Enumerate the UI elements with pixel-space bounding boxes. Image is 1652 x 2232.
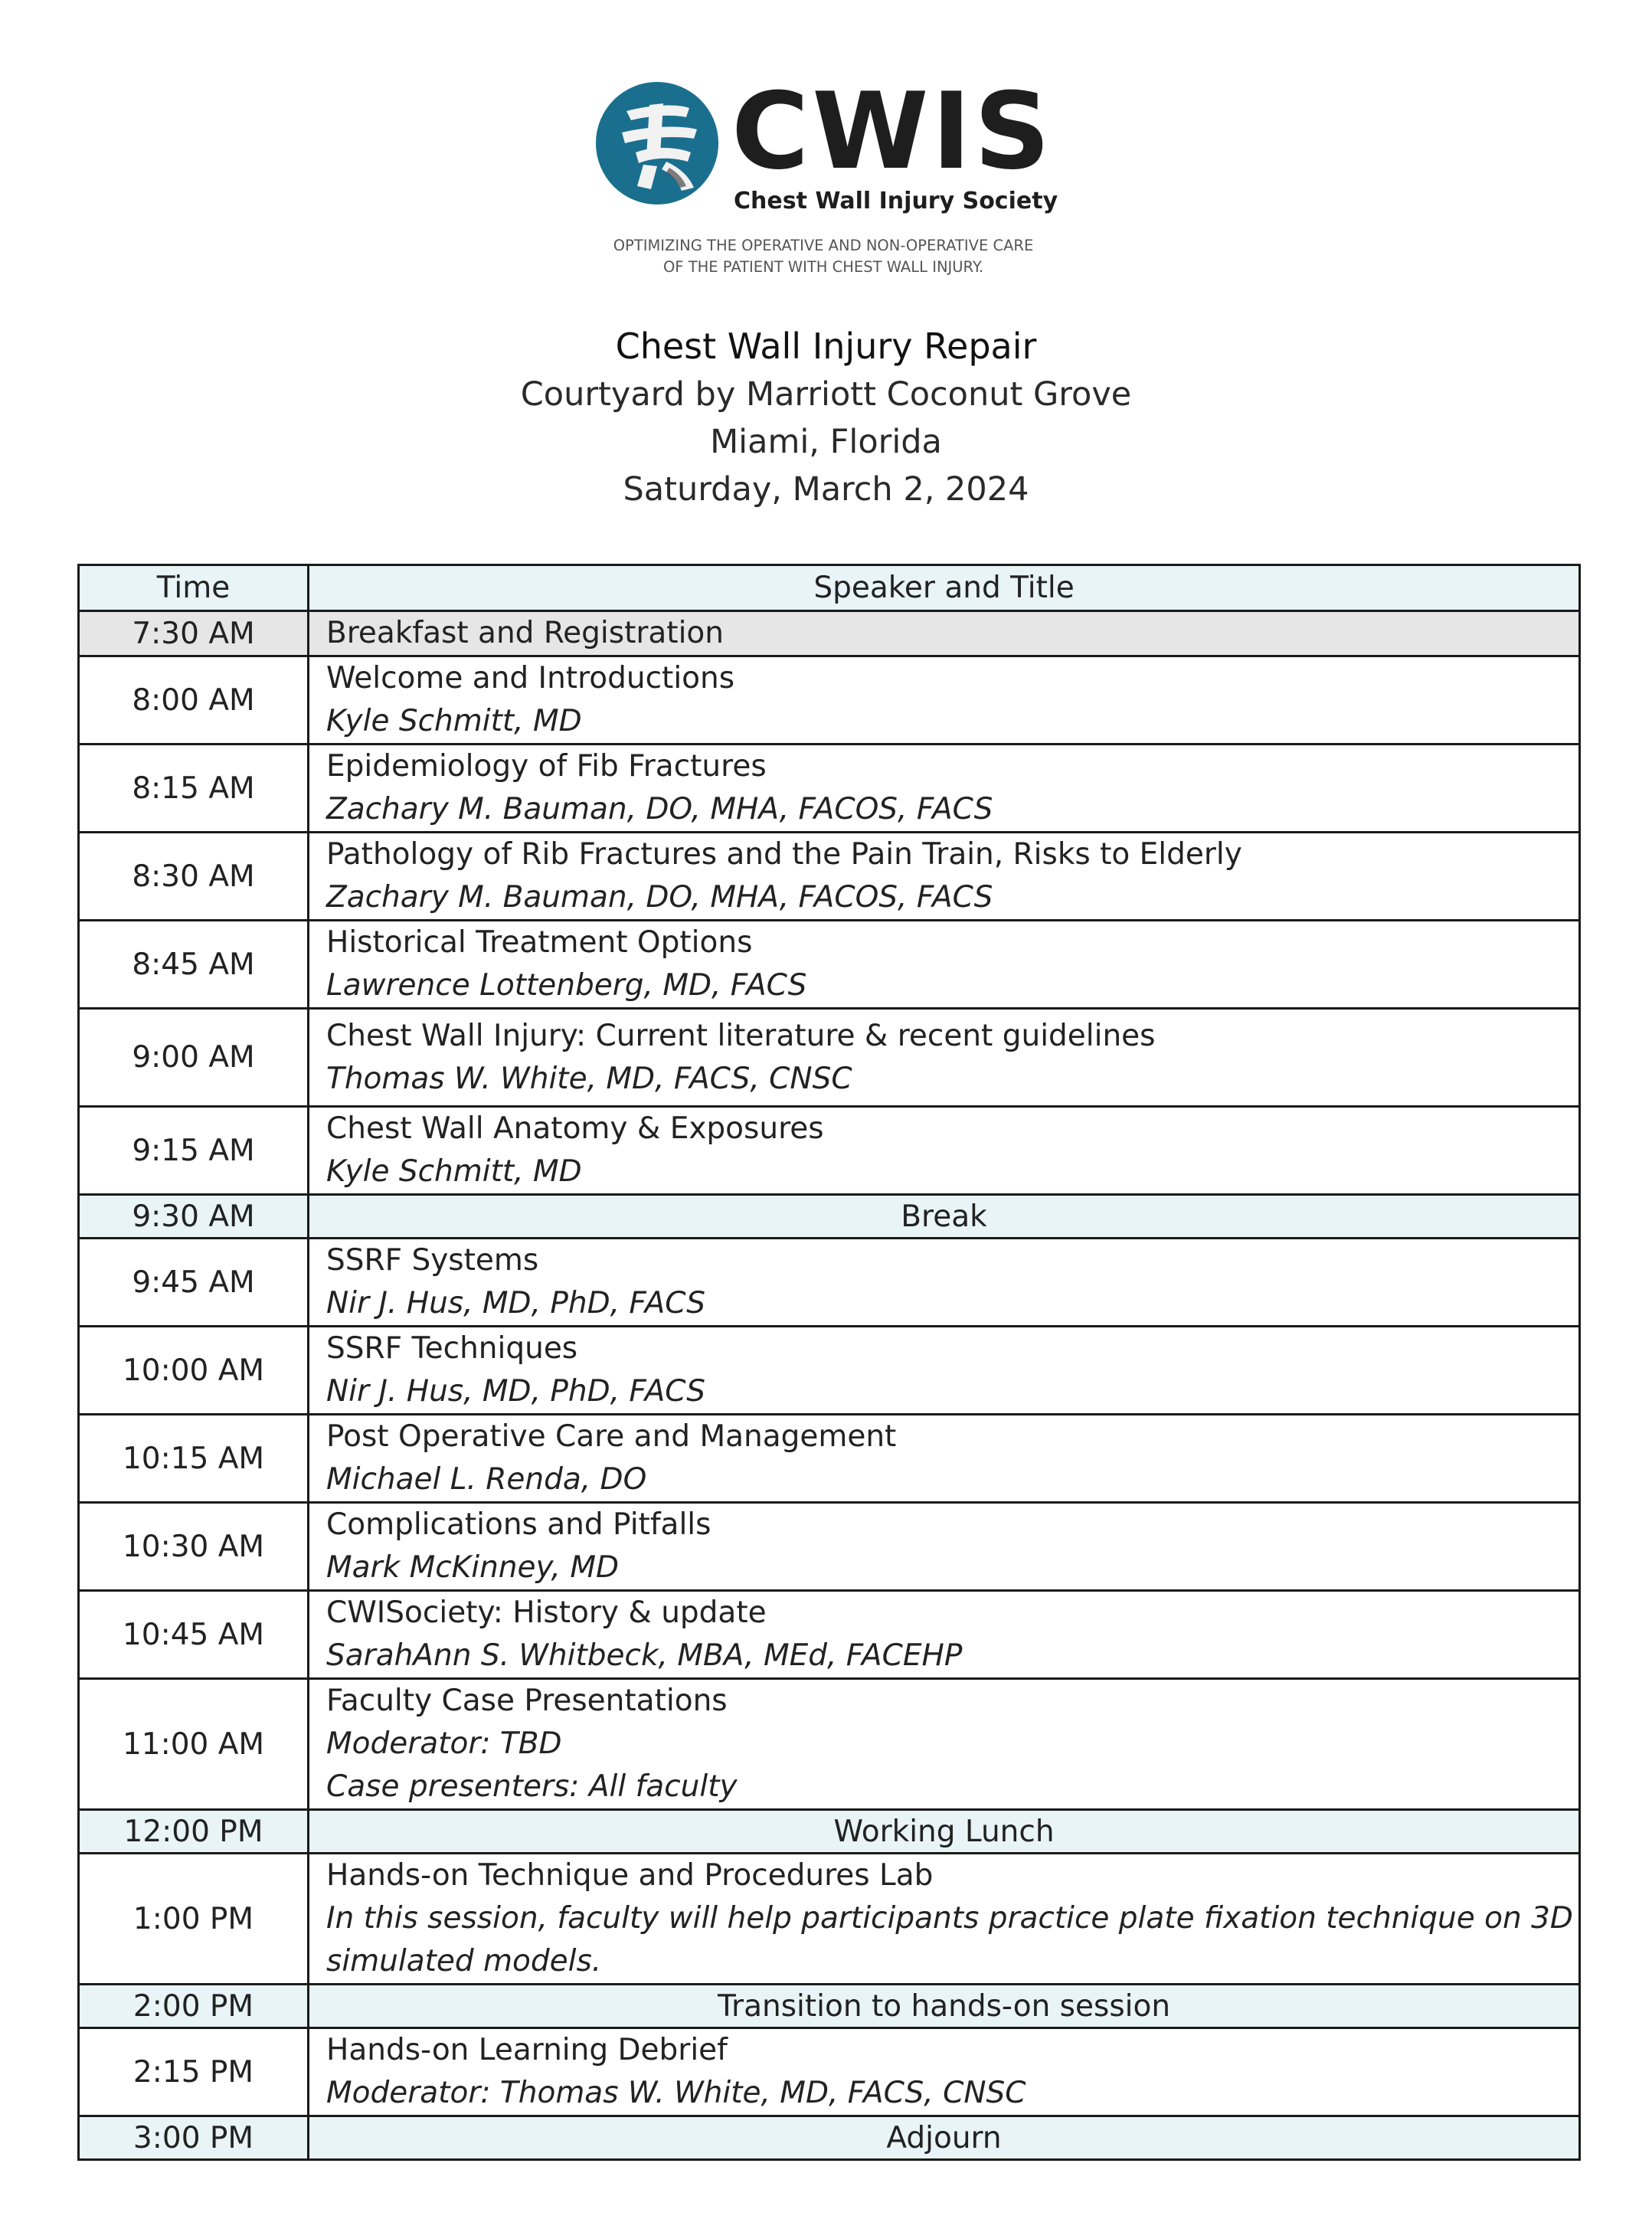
agenda-time: 2:00 PM	[79, 1985, 309, 2028]
session-title: Welcome and Introductions	[326, 661, 735, 695]
session-speaker: Lawrence Lottenberg, MD, FACS	[326, 968, 807, 1003]
agenda-time: 8:30 AM	[79, 833, 309, 921]
agenda-time: 8:45 AM	[79, 921, 309, 1009]
agenda-time: 10:15 AM	[79, 1415, 309, 1503]
session-speaker: Thomas W. White, MD, FACS, CNSC	[326, 1061, 852, 1096]
agenda-session	[309, 656, 1580, 745]
agenda-time: 9:15 AM	[79, 1107, 309, 1195]
session-title: Pathology of Rib Fractures and the Pain Train, Risks to Elderly	[326, 837, 1242, 872]
event-city: Miami, Florida	[710, 423, 942, 461]
agenda-header-row	[79, 565, 1580, 611]
agenda-time: 9:00 AM	[79, 1009, 309, 1107]
agenda-session	[309, 921, 1580, 1009]
session-title: Faculty Case Presentations	[326, 1684, 728, 1718]
logo-tagline	[590, 235, 1057, 278]
agenda-session	[309, 1503, 1580, 1591]
agenda-time: 8:15 AM	[79, 745, 309, 833]
session-moderator: Moderator: Thomas W. White, MD, FACS, CNSC	[326, 2076, 1026, 2110]
session-title: SSRF Systems	[326, 1243, 539, 1278]
agenda-session	[309, 1107, 1580, 1195]
session-title: Epidemiology of Fib Fractures	[326, 749, 767, 784]
cwis-logo	[590, 70, 1065, 287]
agenda-row	[79, 1195, 1580, 1239]
session-title: Breakfast and Registration	[326, 616, 724, 650]
brush-character-emblem-icon	[596, 82, 718, 205]
agenda-row	[79, 1854, 1580, 1985]
agenda-session	[309, 1854, 1580, 1985]
session-speaker: SarahAnn S. Whitbeck, MBA, MEd, FACEHP	[326, 1638, 963, 1673]
session-title: Hands-on Learning Debrief	[326, 2033, 728, 2067]
agenda-row	[79, 833, 1580, 921]
session-title: Working Lunch	[309, 1810, 1580, 1854]
agenda-time: 12:00 PM	[79, 1810, 309, 1854]
agenda-session	[309, 1239, 1580, 1327]
session-title: Chest Wall Injury: Current literature & recent guidelines	[326, 1018, 1156, 1053]
agenda-time: 2:15 PM	[79, 2028, 309, 2116]
logo-tagline-line-2: OF THE PATIENT WITH CHEST WALL INJURY.	[662, 258, 984, 276]
agenda-row	[79, 1009, 1580, 1107]
column-header-speaker-title: Speaker and Title	[309, 565, 1580, 611]
agenda-time: 11:00 AM	[79, 1679, 309, 1810]
agenda-row	[79, 611, 1580, 656]
agenda-session	[309, 1679, 1580, 1810]
session-title: Hands-on Technique and Procedures Lab	[326, 1858, 934, 1893]
session-title: Complications and Pitfalls	[326, 1507, 712, 1542]
agenda-session	[309, 833, 1580, 921]
session-speaker: Kyle Schmitt, MD	[326, 1154, 582, 1189]
agenda-session	[309, 1009, 1580, 1107]
agenda-time: 10:45 AM	[79, 1591, 309, 1679]
agenda-time: 9:45 AM	[79, 1239, 309, 1327]
agenda-time: 9:30 AM	[79, 1195, 309, 1239]
event-title: Chest Wall Injury Repair	[615, 326, 1037, 367]
session-speaker: Mark McKinney, MD	[326, 1550, 620, 1585]
agenda-row	[79, 1239, 1580, 1327]
session-title: Chest Wall Anatomy & Exposures	[326, 1111, 824, 1146]
agenda-row	[79, 2028, 1580, 2116]
session-speaker: Kyle Schmitt, MD	[326, 704, 582, 738]
column-header-time: Time	[79, 565, 309, 611]
logo-wordmark: CWIS	[731, 70, 1054, 193]
session-presenters: Case presenters: All faculty	[326, 1769, 738, 1804]
event-header	[0, 322, 1652, 513]
agenda-row	[79, 2116, 1580, 2160]
session-speaker: Zachary M. Bauman, DO, MHA, FACOS, FACS	[326, 792, 993, 826]
logo-society-name: Chest Wall Injury Society	[734, 188, 1058, 214]
session-title: Adjourn	[309, 2116, 1580, 2160]
agenda-session	[309, 1415, 1580, 1503]
agenda-row	[79, 1985, 1580, 2028]
agenda-row	[79, 745, 1580, 833]
session-speaker: Michael L. Renda, DO	[326, 1462, 647, 1497]
session-speaker: Nir J. Hus, MD, PhD, FACS	[326, 1374, 705, 1409]
session-title: Transition to hands-on session	[309, 1985, 1580, 2028]
session-title: Historical Treatment Options	[326, 925, 753, 960]
agenda-row	[79, 1679, 1580, 1810]
agenda-row	[79, 1591, 1580, 1679]
agenda-time: 1:00 PM	[79, 1854, 309, 1985]
session-moderator: Moderator: TBD	[326, 1726, 562, 1761]
agenda-time: 8:00 AM	[79, 656, 309, 745]
agenda-row	[79, 1107, 1580, 1195]
event-venue: Courtyard by Marriott Coconut Grove	[520, 375, 1132, 414]
agenda-session	[309, 1591, 1580, 1679]
agenda-row	[79, 1503, 1580, 1591]
agenda-row	[79, 656, 1580, 745]
agenda-session	[309, 2028, 1580, 2116]
event-date: Saturday, March 2, 2024	[623, 470, 1029, 509]
session-description: In this session, faculty will help participants practice plate fixation technique on 3D	[326, 1901, 1573, 1936]
agenda-time: 7:30 AM	[79, 611, 309, 656]
agenda-time: 3:00 PM	[79, 2116, 309, 2160]
session-speaker: Zachary M. Bauman, DO, MHA, FACOS, FACS	[326, 880, 993, 915]
agenda-session	[309, 745, 1580, 833]
session-title: Post Operative Care and Management	[326, 1419, 897, 1454]
agenda-row	[79, 1810, 1580, 1854]
agenda-session	[309, 611, 1580, 656]
session-title: CWISociety: History & update	[326, 1595, 767, 1630]
agenda-table	[77, 564, 1581, 2161]
agenda-row	[79, 1415, 1580, 1503]
agenda-time: 10:30 AM	[79, 1503, 309, 1591]
session-description-continued: simulated models.	[326, 1944, 602, 1978]
session-title: SSRF Techniques	[326, 1331, 578, 1366]
logo-tagline-line-1: OPTIMIZING THE OPERATIVE AND NON-OPERATIVE CARE	[613, 237, 1034, 254]
agenda-row	[79, 921, 1580, 1009]
agenda-session	[309, 1327, 1580, 1415]
agenda-row	[79, 1327, 1580, 1415]
session-speaker: Nir J. Hus, MD, PhD, FACS	[326, 1286, 705, 1321]
session-title: Break	[309, 1195, 1580, 1239]
agenda-time: 10:00 AM	[79, 1327, 309, 1415]
